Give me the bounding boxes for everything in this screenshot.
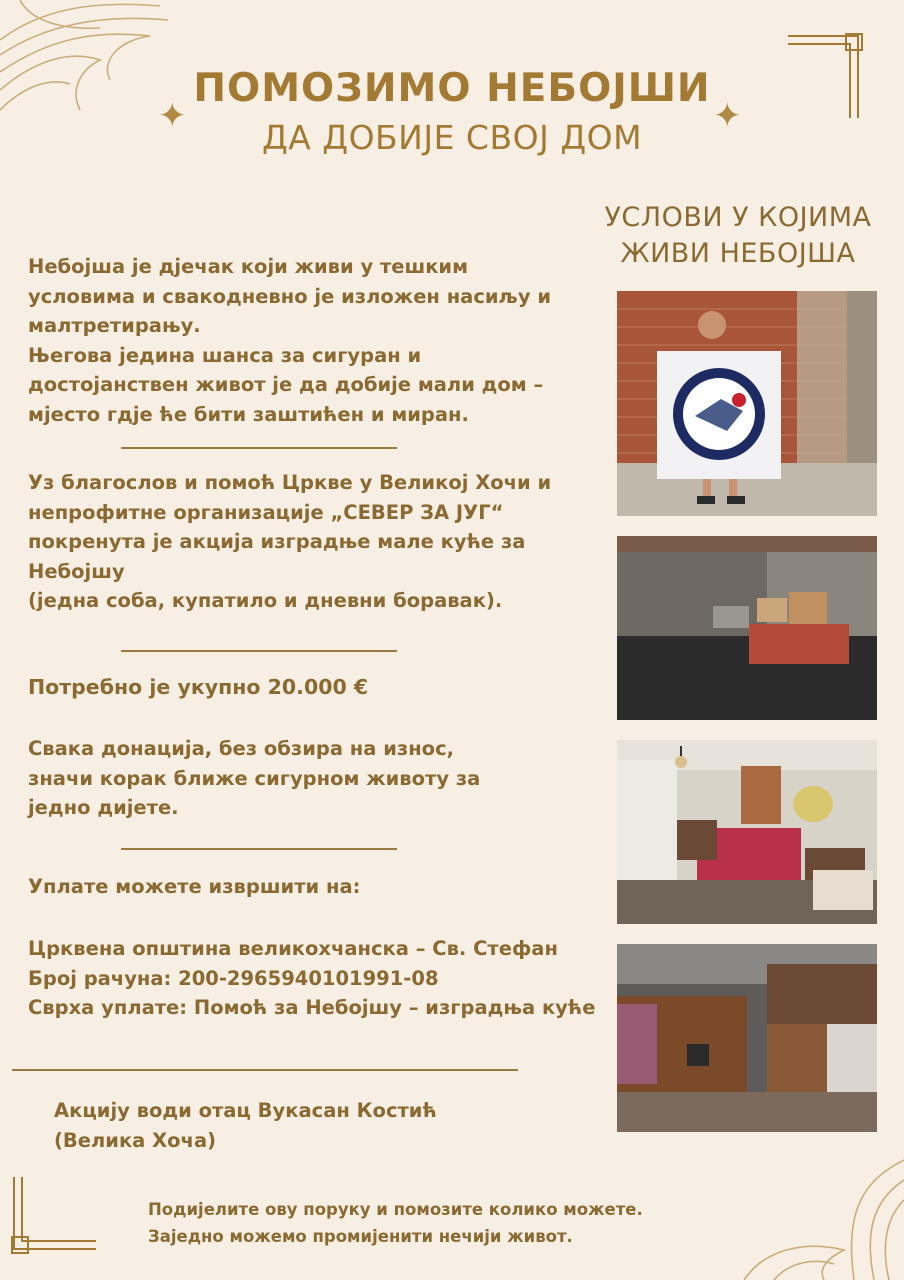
initiative-paragraph: Уз благослов и помоћ Цркве у Великој Хочи и непрофитне организације „СЕВЕР ЗА ЈУГ“ покренута је акција изградње мале куће за Небојшу (једна соба, купатило и дневни боравак).: [28, 471, 552, 612]
photo-dark-room: [617, 944, 877, 1132]
donation-paragraph: Свака донација, без обзира на износ, значи корак ближе сигурном животу за једно дијете.: [28, 737, 481, 819]
sparkle-icon: ✦: [158, 96, 187, 136]
campaign-leader: Акцију води отац Вукасан Костић (Велика Хоча): [54, 1099, 437, 1152]
amount-needed: Потребно је укупно 20.000 €: [28, 675, 369, 699]
divider: [121, 447, 397, 449]
photo-flooded-room: [617, 536, 877, 720]
page-subtitle: ДА ДОБИЈЕ СВОЈ ДОМ: [261, 118, 643, 157]
divider: [121, 848, 397, 850]
payment-heading: Уплате можете извршити на:: [28, 875, 361, 898]
sparkle-icon: ✦: [713, 96, 742, 136]
conditions-title: УСЛОВИ У КОЈИМА ЖИВИ НЕБОЈША: [604, 202, 872, 269]
page-title: ПОМОЗИМО НЕБОЈШИ: [193, 66, 711, 111]
photo-boy-with-flag: [617, 291, 877, 516]
intro-paragraph: Небојша је дјечак који живи у тешким условима и свакодневно је изложен насиљу и малтретирању. Његова једина шанса за сигуран и достојанствен живот је да добије мали дом – мјесто гдје ће бити заштићен и миран.: [28, 255, 552, 426]
footer-message: Подијелите ову поруку и помозите колико можете. Заједно можемо промијенити нечији живот.: [148, 1200, 643, 1246]
divider: [12, 1069, 518, 1071]
payment-details: Црквена општина великохчанска – Св. Стефан Број рачуна: 200-2965940101991-08 Сврха уплате: Помоћ за Небојшу – изградња куће: [28, 937, 596, 1019]
corner-frame-decoration-bottom-left: [10, 1175, 100, 1270]
photo-messy-room: [617, 740, 877, 924]
divider: [121, 650, 397, 652]
corner-swirl-decoration-bottom-right: [724, 1150, 904, 1280]
